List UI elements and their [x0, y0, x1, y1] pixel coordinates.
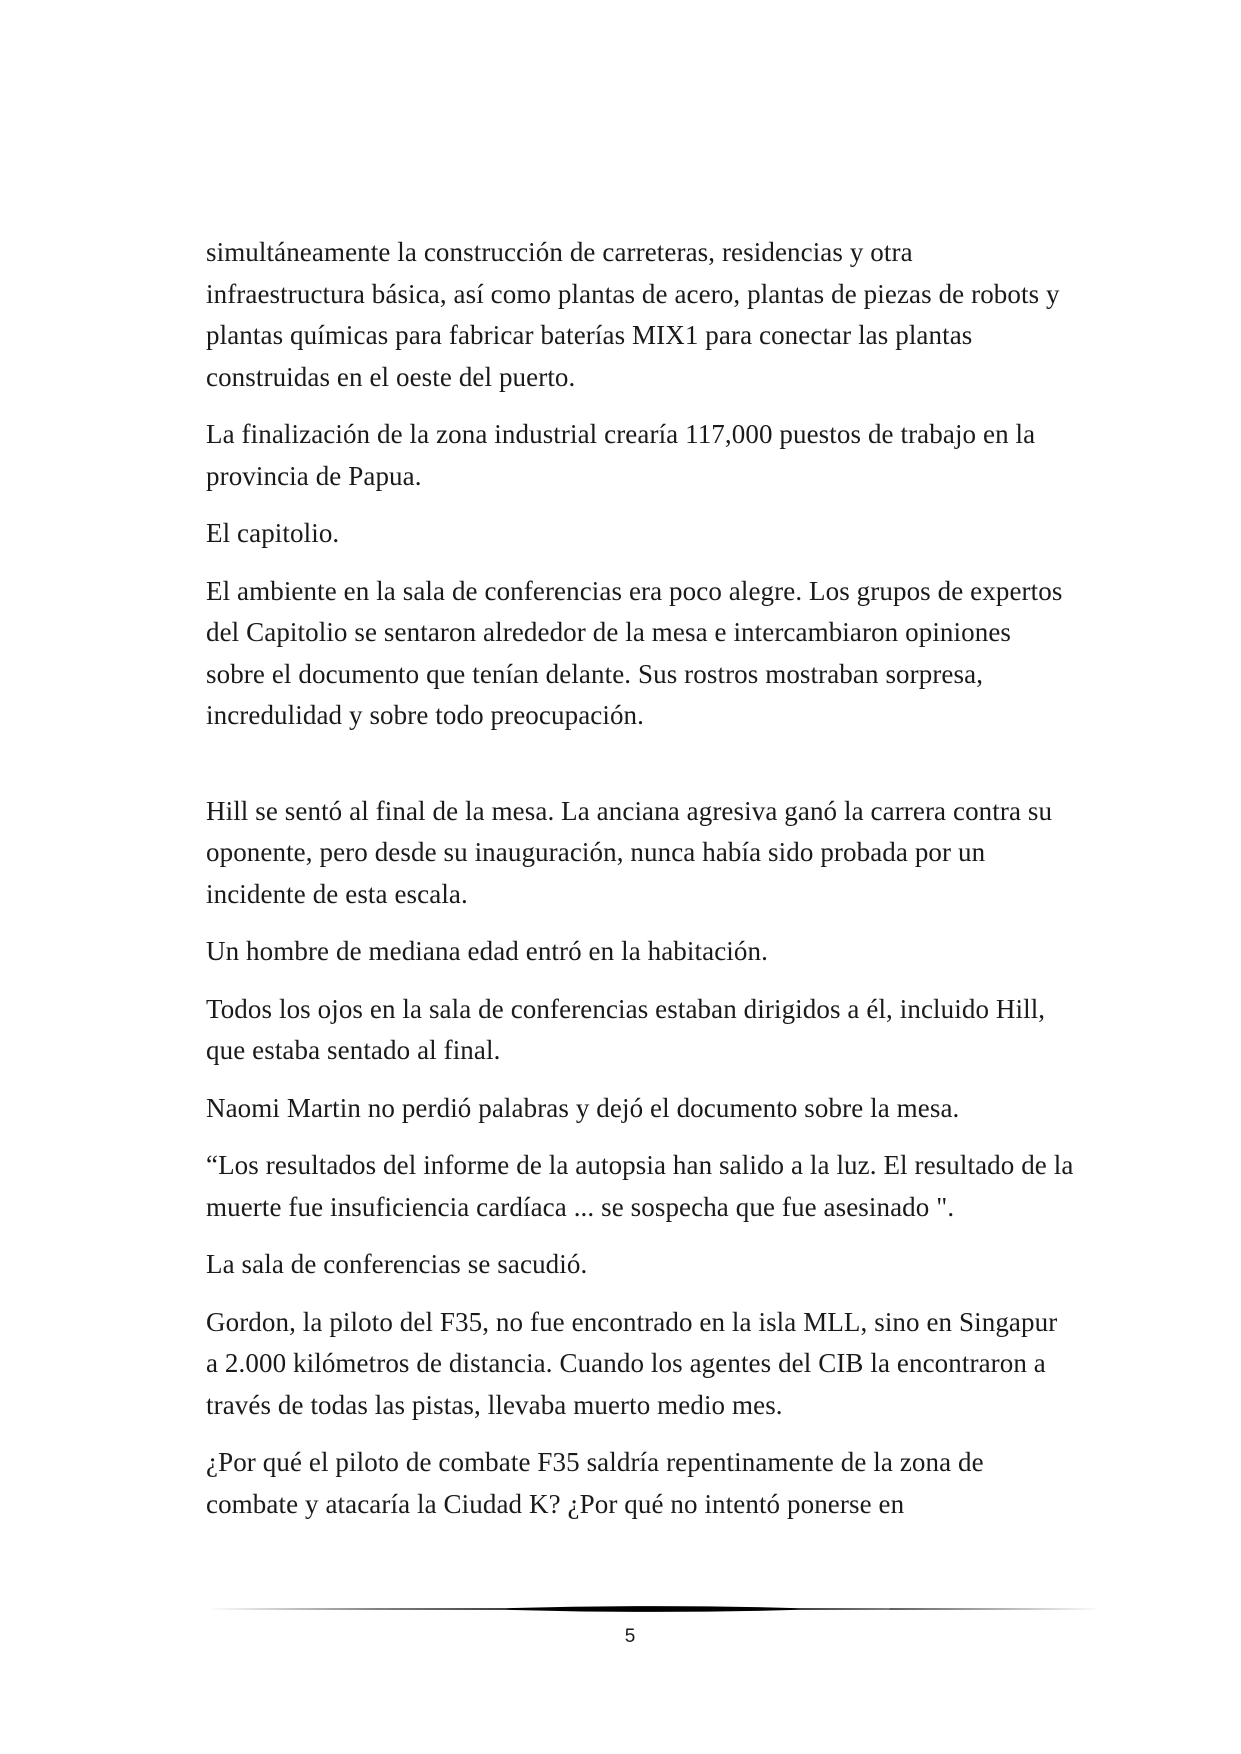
paragraph: Gordon, la piloto del F35, no fue encontrado en la isla MLL, sino en Singapur a 2.000 kilómetros de distancia. Cuando los agentes del CIB la encontraron a través de todas las pistas, llevaba muerto medio mes.	[206, 1306, 1058, 1420]
footer-rule	[206, 1603, 1101, 1615]
paragraph: Naomi Martin no perdió palabras y dejó el documento sobre la mesa.	[206, 1092, 960, 1123]
paragraph: simultáneamente la construcción de carreteras, residencias y otra infraestructura básica, así como plantas de acero, plantas de piezas de robots y plantas químicas para fabricar baterías MIX1 para conectar las plantas construidas en el oeste del puerto.	[206, 237, 1060, 392]
paragraph: Hill se sentó al final de la mesa. La anciana agresiva ganó la carrera contra su oponente, pero desde su inauguración, nunca había sido probada por un incidente de esta escala.	[206, 795, 1053, 909]
paragraph: ¿Por qué el piloto de combate F35 saldría repentinamente de la zona de combate y atacaría la Ciudad K? ¿Por qué no intentó ponerse en	[206, 1447, 984, 1519]
body-text	[206, 232, 1074, 1541]
paragraph: La sala de conferencias se sacudió.	[206, 1249, 588, 1279]
paragraph: El capitolio.	[206, 518, 340, 548]
paragraph: La finalización de la zona industrial crearía 117,000 puestos de trabajo en la provincia de Papua.	[206, 419, 1036, 491]
paragraph: El ambiente en la sala de conferencias era poco alegre. Los grupos de expertos del Capitolio se sentaron alrededor de la mesa e intercambiaron opiniones sobre el documento que tenían delante. Sus rostros mostraban sorpresa, incredulidad y sobre todo preocupación.	[206, 575, 1063, 730]
paragraph: Todos los ojos en la sala de conferencias estaban dirigidos a él, incluido Hill, que estaba sentado al final.	[206, 993, 1046, 1065]
paragraph: “Los resultados del informe de la autopsia han salido a la luz. El resultado de la muerte fue insuficiencia cardíaca ... se sospecha que fue asesinado ".	[206, 1150, 1074, 1222]
paragraph: Un hombre de mediana edad entró en la habitación.	[206, 936, 768, 966]
page-number: 5	[624, 1626, 636, 1647]
